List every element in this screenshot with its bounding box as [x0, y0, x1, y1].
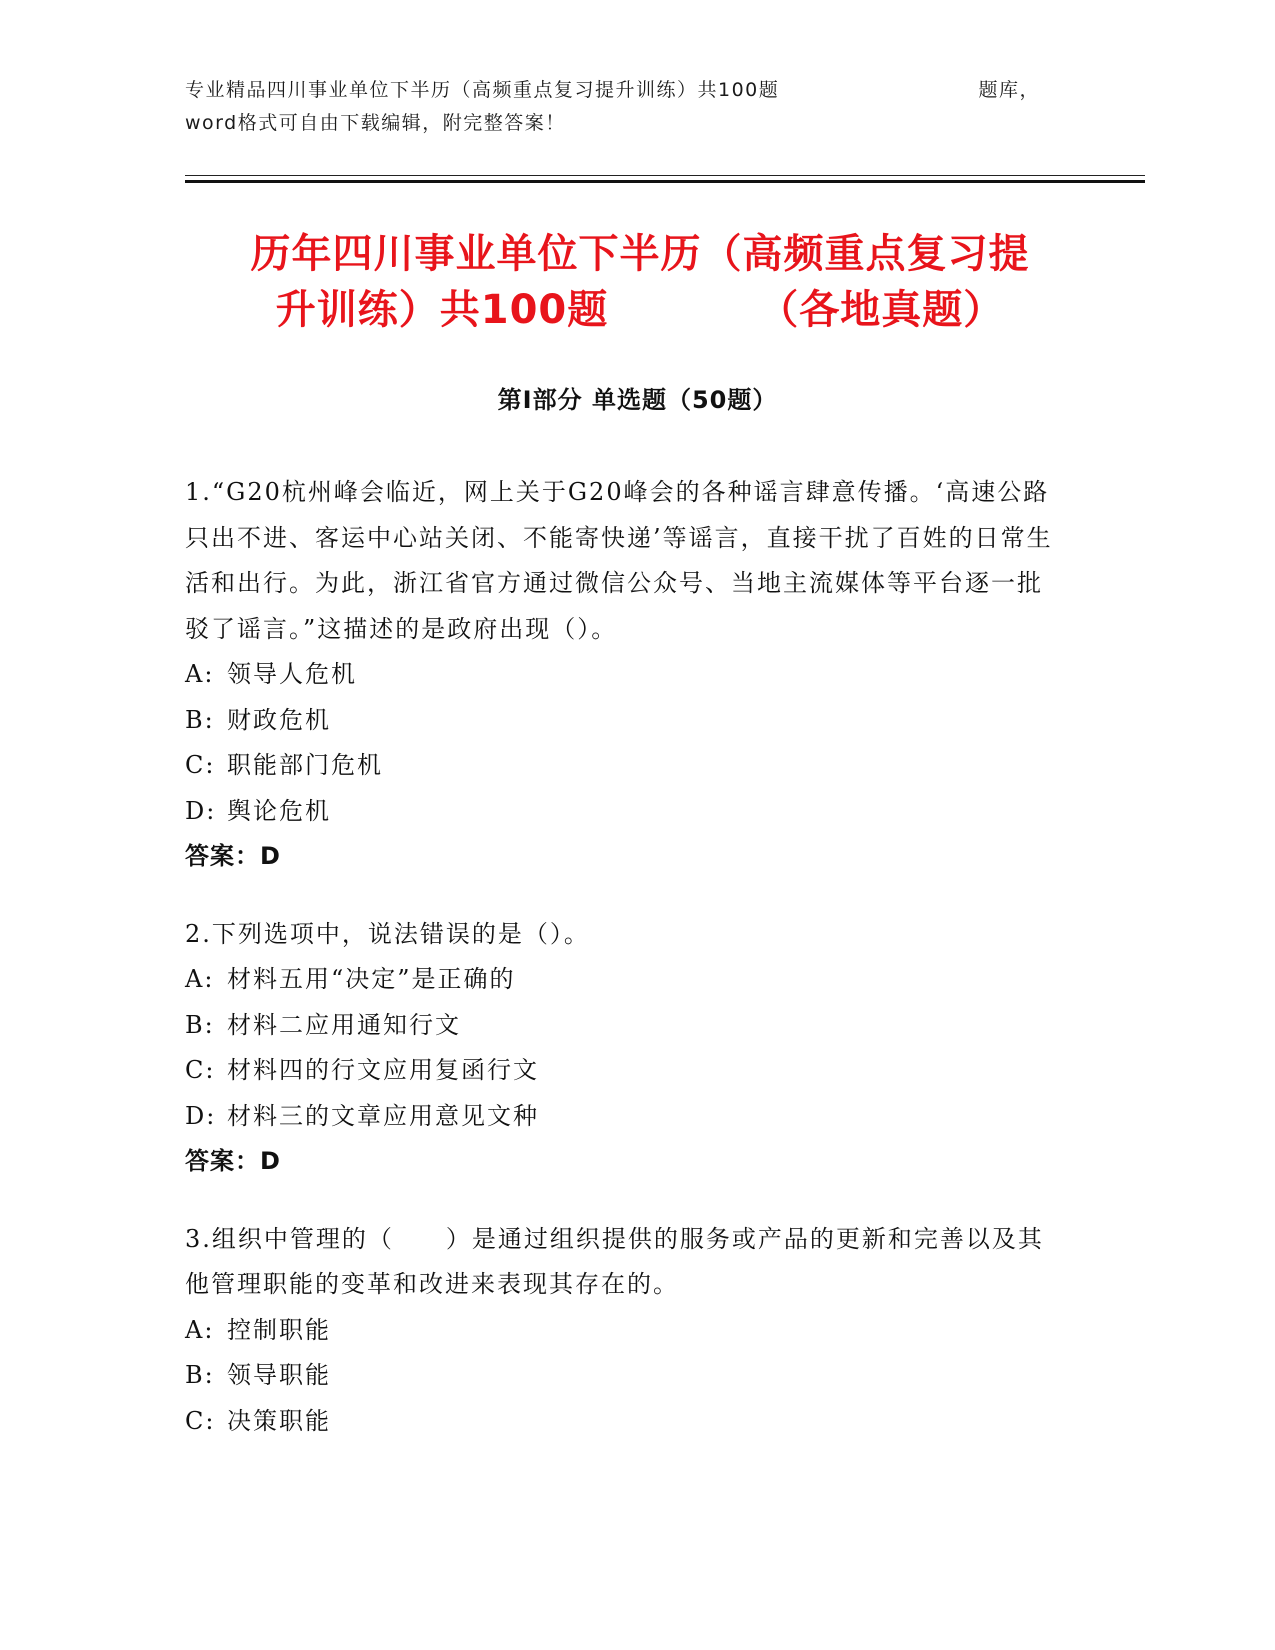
header-title-text: 专业精品四川事业单位下半历（高频重点复习提升训练）共100题 — [185, 79, 780, 101]
header-line-1 — [185, 74, 1040, 107]
option-letter: A: — [185, 660, 215, 688]
header-line-2: word格式可自由下载编辑，附完整答案！ — [185, 112, 566, 134]
page-header — [185, 74, 1085, 140]
option-letter: C: — [185, 751, 216, 779]
option-b — [185, 1003, 1085, 1049]
option-text: 领导职能 — [227, 1361, 331, 1389]
option-letter: A: — [185, 965, 215, 993]
title-line-2-right: （各地真题） — [758, 287, 1005, 333]
option-letter: D: — [185, 796, 217, 825]
option-text: 控制职能 — [227, 1315, 331, 1344]
option-a — [185, 652, 1085, 698]
header-rule-thin — [185, 175, 1145, 176]
title-line-1: 历年四川事业单位下半历（高频重点复习提 — [250, 231, 1030, 277]
option-text: 舆论危机 — [227, 796, 331, 825]
option-text: 材料五用“决定”是正确的 — [227, 965, 516, 993]
option-letter: B: — [185, 1361, 215, 1389]
question-1 — [185, 470, 1085, 880]
option-text: 材料二应用通知行文 — [227, 1010, 461, 1039]
option-text: 材料四的行文应用复函行文 — [227, 1056, 539, 1084]
option-letter: C: — [185, 1056, 216, 1084]
section-heading: 第Ⅰ部分 单选题（50题） — [497, 386, 778, 414]
question-text: 2.下列选项中，说法错误的是（）。 — [185, 919, 590, 948]
option-text: 材料三的文章应用意见文种 — [227, 1101, 539, 1130]
title-line-2 — [190, 282, 1090, 338]
option-text: 财政危机 — [227, 705, 331, 734]
option-b — [185, 698, 1085, 744]
answer-line: 答案：D — [185, 1147, 281, 1175]
option-letter: B: — [185, 1010, 215, 1039]
option-text: 决策职能 — [227, 1406, 331, 1435]
option-d — [185, 1094, 1085, 1140]
option-b — [185, 1353, 1085, 1399]
option-c — [185, 1399, 1085, 1445]
title-line-2-left: 升训练）共100题 — [275, 287, 609, 333]
option-letter: B: — [185, 705, 215, 734]
question-text: 1.“G20杭州峰会临近，网上关于G20峰会的各种谣言肆意传播。‘高速公路只出不进、客运中心站关闭、不能寄快递’等谣言，直接干扰了百姓的日常生活和出行。为此，浙江省官方通过微信公众号、当地主流媒体等平台逐一批驳了谣言。”这描述的是政府出现（）。 — [185, 478, 1053, 643]
option-text: 领导人危机 — [227, 660, 357, 688]
document-title — [190, 226, 1090, 338]
option-letter: C: — [185, 1406, 216, 1435]
option-a — [185, 957, 1085, 1003]
option-c — [185, 743, 1085, 789]
question-list — [185, 470, 1085, 1476]
question-2 — [185, 912, 1085, 1185]
option-letter: D: — [185, 1101, 217, 1130]
option-letter: A: — [185, 1315, 215, 1344]
option-d — [185, 789, 1085, 835]
header-question-bank: 题库， — [978, 79, 1040, 101]
option-c — [185, 1048, 1085, 1094]
option-text: 职能部门危机 — [227, 751, 383, 779]
question-text: 3.组织中管理的（ ）是通过组织提供的服务或产品的更新和完善以及其他管理职能的变革和改进来表现其存在的。 — [185, 1224, 1044, 1298]
option-a — [185, 1308, 1085, 1354]
question-3 — [185, 1217, 1085, 1445]
answer-line: 答案：D — [185, 842, 281, 870]
header-rule-thick — [185, 180, 1145, 183]
